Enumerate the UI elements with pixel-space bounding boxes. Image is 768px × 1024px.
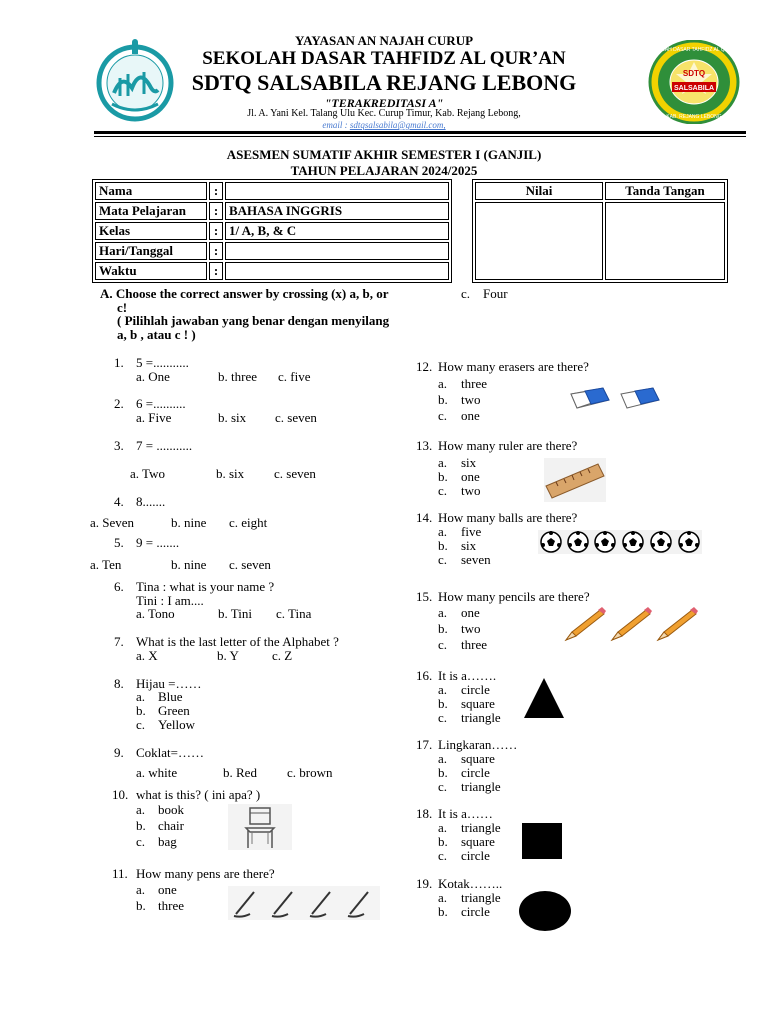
date-field[interactable]	[225, 242, 449, 260]
question-text: Kotak……..	[438, 876, 503, 891]
option-letter: b.	[438, 765, 448, 780]
question-number: 7.	[114, 634, 124, 649]
identity-sep: :	[209, 182, 223, 200]
question-number: 16.	[416, 668, 433, 683]
option-b[interactable]: chair	[158, 818, 184, 833]
question-text: Hijau =……	[136, 676, 202, 691]
question-text: How many balls are there?	[438, 510, 578, 525]
badge-top-text: SEKOLAH DASAR TAHFIDZ AL QUR'AN	[648, 47, 740, 53]
subject-field: BAHASA INGGRIS	[225, 202, 449, 220]
section-note-cont: a, b , atau c ! )	[117, 327, 196, 342]
section-note: ( Pilihlah jawaban yang benar dengan menyilang	[117, 313, 390, 328]
ruler-icon	[544, 458, 606, 502]
exam-title: ASESMEN SUMATIF AKHIR SEMESTER I (GANJIL)	[226, 147, 542, 162]
identity-row	[95, 222, 449, 240]
option-a[interactable]: a. Tono	[136, 606, 175, 621]
identity-row	[95, 262, 449, 280]
question-number: 18.	[416, 806, 433, 821]
question-number: 8.	[114, 676, 124, 691]
option-c[interactable]: c. Z	[272, 648, 293, 663]
option-a[interactable]: three	[461, 376, 487, 391]
option-b[interactable]: b. Y	[217, 648, 239, 663]
header-divider	[94, 131, 746, 134]
option-letter: a.	[136, 882, 146, 897]
option-c[interactable]: c. seven	[274, 466, 316, 481]
option-b[interactable]: square	[461, 696, 495, 711]
option-b[interactable]: circle	[461, 904, 490, 919]
question-number: 2.	[114, 396, 124, 411]
option-letter: b.	[136, 818, 146, 833]
option-a[interactable]: one	[158, 882, 177, 897]
question-text: Coklat=……	[136, 745, 204, 760]
option-c[interactable]: c. five	[278, 369, 311, 384]
option-c[interactable]: three	[461, 637, 487, 652]
option-c[interactable]: triangle	[461, 779, 501, 794]
option-b[interactable]: one	[461, 469, 480, 484]
question-text: It is a…….	[438, 668, 497, 683]
school-short-name: SDTQ SALSABILA REJANG LEBONG	[191, 70, 577, 95]
option-c[interactable]: bag	[158, 834, 177, 849]
identity-row	[95, 242, 449, 260]
chair-icon	[228, 804, 292, 850]
identity-sep: :	[209, 242, 223, 260]
option-b[interactable]: square	[461, 834, 495, 849]
triangle-icon	[522, 676, 566, 720]
badge-bottom-text: KAB. REJANG LEBONG	[666, 114, 722, 120]
section-title: A. Choose the correct answer by crossing (x) a, b, or	[100, 286, 389, 301]
identity-label: Nama	[95, 182, 207, 200]
option-letter: b.	[438, 538, 448, 553]
option-b[interactable]: three	[158, 898, 184, 913]
name-field[interactable]	[225, 182, 449, 200]
question-text: How many pens are there?	[136, 866, 275, 881]
question-number: 5.	[114, 535, 124, 550]
option-letter: c.	[438, 637, 448, 652]
option-letter: c.	[438, 848, 448, 863]
question-number: 9.	[114, 745, 124, 760]
score-field[interactable]	[475, 202, 603, 280]
option-b[interactable]: two	[461, 621, 481, 636]
question-number: 6.	[114, 579, 124, 594]
option-c[interactable]: two	[461, 483, 481, 498]
question-number: 1.	[114, 355, 124, 370]
question-number: 17.	[416, 737, 433, 752]
identity-sep: :	[209, 222, 223, 240]
question-number: 3.	[114, 438, 124, 453]
signature-field[interactable]	[605, 202, 725, 280]
option-b[interactable]: b. Tini	[218, 606, 252, 621]
question-text: 5 =...........	[136, 355, 189, 370]
question-number: 15.	[416, 589, 433, 604]
student-identity-table	[92, 179, 452, 283]
option-letter: b.	[438, 904, 448, 919]
option-letter: a.	[438, 890, 448, 905]
option-letter: b.	[438, 696, 448, 711]
email-link[interactable]: sdtqsalsabila@gmail.com,	[349, 120, 446, 130]
option-a[interactable]: triangle	[461, 890, 501, 905]
question-number: 14.	[416, 510, 433, 525]
option-letter: b.	[438, 621, 448, 636]
option-letter: a.	[438, 605, 448, 620]
pencils-icon	[562, 606, 700, 644]
circle-icon	[519, 891, 571, 931]
score-signature-table	[472, 179, 728, 283]
option-letter: a.	[438, 455, 448, 470]
option-letter: b.	[438, 834, 448, 849]
option-letter: a.	[438, 682, 448, 697]
option-c[interactable]: triangle	[461, 710, 501, 725]
option-c[interactable]: c. brown	[287, 765, 333, 780]
option-b[interactable]: b. six	[216, 466, 245, 481]
question-number: 11.	[112, 866, 128, 881]
question-text: 6 =..........	[136, 396, 186, 411]
option-letter: c.	[136, 717, 146, 732]
foundation-name: YAYASAN AN NAJAH CURUP	[294, 33, 474, 48]
question-text: It is a……	[438, 806, 493, 821]
school-email: email : sdtqsalsabila@gmail.com,	[322, 120, 446, 130]
identity-sep: :	[209, 202, 223, 220]
option-letter: b.	[438, 469, 448, 484]
option-c[interactable]: Four	[483, 286, 508, 301]
question-text: 9 = .......	[136, 535, 180, 550]
option-a[interactable]: a. Ten	[90, 557, 122, 572]
identity-label: Waktu	[95, 262, 207, 280]
question-text: Lingkaran……	[438, 737, 518, 752]
question-text-cont: Tini : I am....	[136, 593, 204, 608]
option-b[interactable]: b. nine	[171, 515, 207, 530]
option-b[interactable]: Green	[158, 703, 190, 718]
question-number: 13.	[416, 438, 433, 453]
option-a[interactable]: a. white	[136, 765, 178, 780]
erasers-icon	[565, 380, 665, 418]
question-text: 7 = ...........	[136, 438, 193, 453]
header-divider-thin	[94, 136, 746, 137]
option-b[interactable]: circle	[461, 765, 490, 780]
option-c[interactable]: Yellow	[158, 717, 195, 732]
option-letter: b.	[438, 392, 448, 407]
question-number: 19.	[416, 876, 433, 891]
identity-sep: :	[209, 262, 223, 280]
square-icon	[522, 823, 562, 859]
option-letter: b.	[136, 703, 146, 718]
option-a[interactable]: triangle	[461, 820, 501, 835]
option-letter: c.	[461, 286, 471, 301]
badge-name: SALSABILA	[673, 85, 715, 92]
option-b[interactable]: b. nine	[171, 557, 207, 572]
soccer-balls-icon	[538, 530, 702, 554]
option-a[interactable]: square	[461, 751, 495, 766]
question-text: How many pencils are there?	[438, 589, 590, 604]
option-a[interactable]: a. Two	[130, 466, 165, 481]
option-a[interactable]: a. X	[136, 648, 158, 663]
option-c[interactable]: seven	[461, 552, 491, 567]
question-number: 12.	[416, 359, 433, 374]
option-b[interactable]: two	[461, 392, 481, 407]
question-text: How many ruler are there?	[438, 438, 578, 453]
question-text: Tina : what is your name ?	[136, 579, 275, 594]
option-letter: b.	[136, 898, 146, 913]
identity-label: Hari/Tanggal	[95, 242, 207, 260]
option-c[interactable]: c. seven	[229, 557, 271, 572]
option-c[interactable]: c. seven	[275, 410, 317, 425]
option-letter: c.	[136, 834, 146, 849]
question-text: What is the last letter of the Alphabet ?	[136, 634, 339, 649]
identity-label: Kelas	[95, 222, 207, 240]
option-a[interactable]: one	[461, 605, 480, 620]
option-a[interactable]: five	[461, 524, 482, 539]
option-a[interactable]: six	[461, 455, 477, 470]
option-letter: a.	[136, 689, 146, 704]
option-a[interactable]: Blue	[158, 689, 183, 704]
option-letter: a.	[438, 376, 448, 391]
identity-row	[95, 182, 449, 200]
question-text: what is this? ( ini apa? )	[136, 787, 261, 802]
option-b[interactable]: six	[461, 538, 477, 553]
option-b[interactable]: b. six	[218, 410, 247, 425]
accreditation: "TERAKREDITASI A"	[324, 96, 444, 110]
pens-icon	[228, 886, 380, 920]
identity-label: Mata Pelajaran	[95, 202, 207, 220]
question-number: 10.	[112, 787, 129, 802]
question-text: How many erasers are there?	[438, 359, 589, 374]
option-letter: c.	[438, 710, 448, 725]
option-c[interactable]: circle	[461, 848, 490, 863]
option-letter: a.	[438, 820, 448, 835]
option-letter: a.	[438, 524, 448, 539]
option-letter: a.	[136, 802, 146, 817]
option-a[interactable]: a. Seven	[90, 515, 135, 530]
option-a[interactable]: book	[158, 802, 184, 817]
exam-year: TAHUN PELAJARAN 2024/2025	[290, 163, 478, 178]
time-field[interactable]	[225, 262, 449, 280]
option-a[interactable]: a. One	[136, 369, 170, 384]
option-letter: c.	[438, 483, 448, 498]
option-letter: c.	[438, 552, 448, 567]
option-c[interactable]: c. eight	[229, 515, 268, 530]
question-number: 4.	[114, 494, 124, 509]
option-letter: a.	[438, 751, 448, 766]
option-b[interactable]: b. three	[218, 369, 257, 384]
badge-sdtq: SDTQ	[682, 69, 706, 78]
signature-header: Tanda Tangan	[605, 182, 725, 200]
option-letter: c.	[438, 408, 448, 423]
class-field: 1/ A, B, & C	[225, 222, 449, 240]
question-text: 8.......	[136, 494, 166, 509]
section-title-cont: c!	[117, 300, 128, 315]
option-b[interactable]: b. Red	[223, 765, 257, 780]
identity-row	[95, 202, 449, 220]
option-c[interactable]: one	[461, 408, 480, 423]
option-a[interactable]: circle	[461, 682, 490, 697]
option-c[interactable]: c. Tina	[276, 606, 312, 621]
school-name: SEKOLAH DASAR TAHFIDZ AL QUR’AN	[202, 48, 566, 69]
score-header: Nilai	[475, 182, 603, 200]
school-address: Jl. A. Yani Kel. Talang Ulu Kec. Curup Timur, Kab. Rejang Lebong,	[247, 108, 521, 119]
option-letter: c.	[438, 779, 448, 794]
option-a[interactable]: a. Five	[136, 410, 172, 425]
